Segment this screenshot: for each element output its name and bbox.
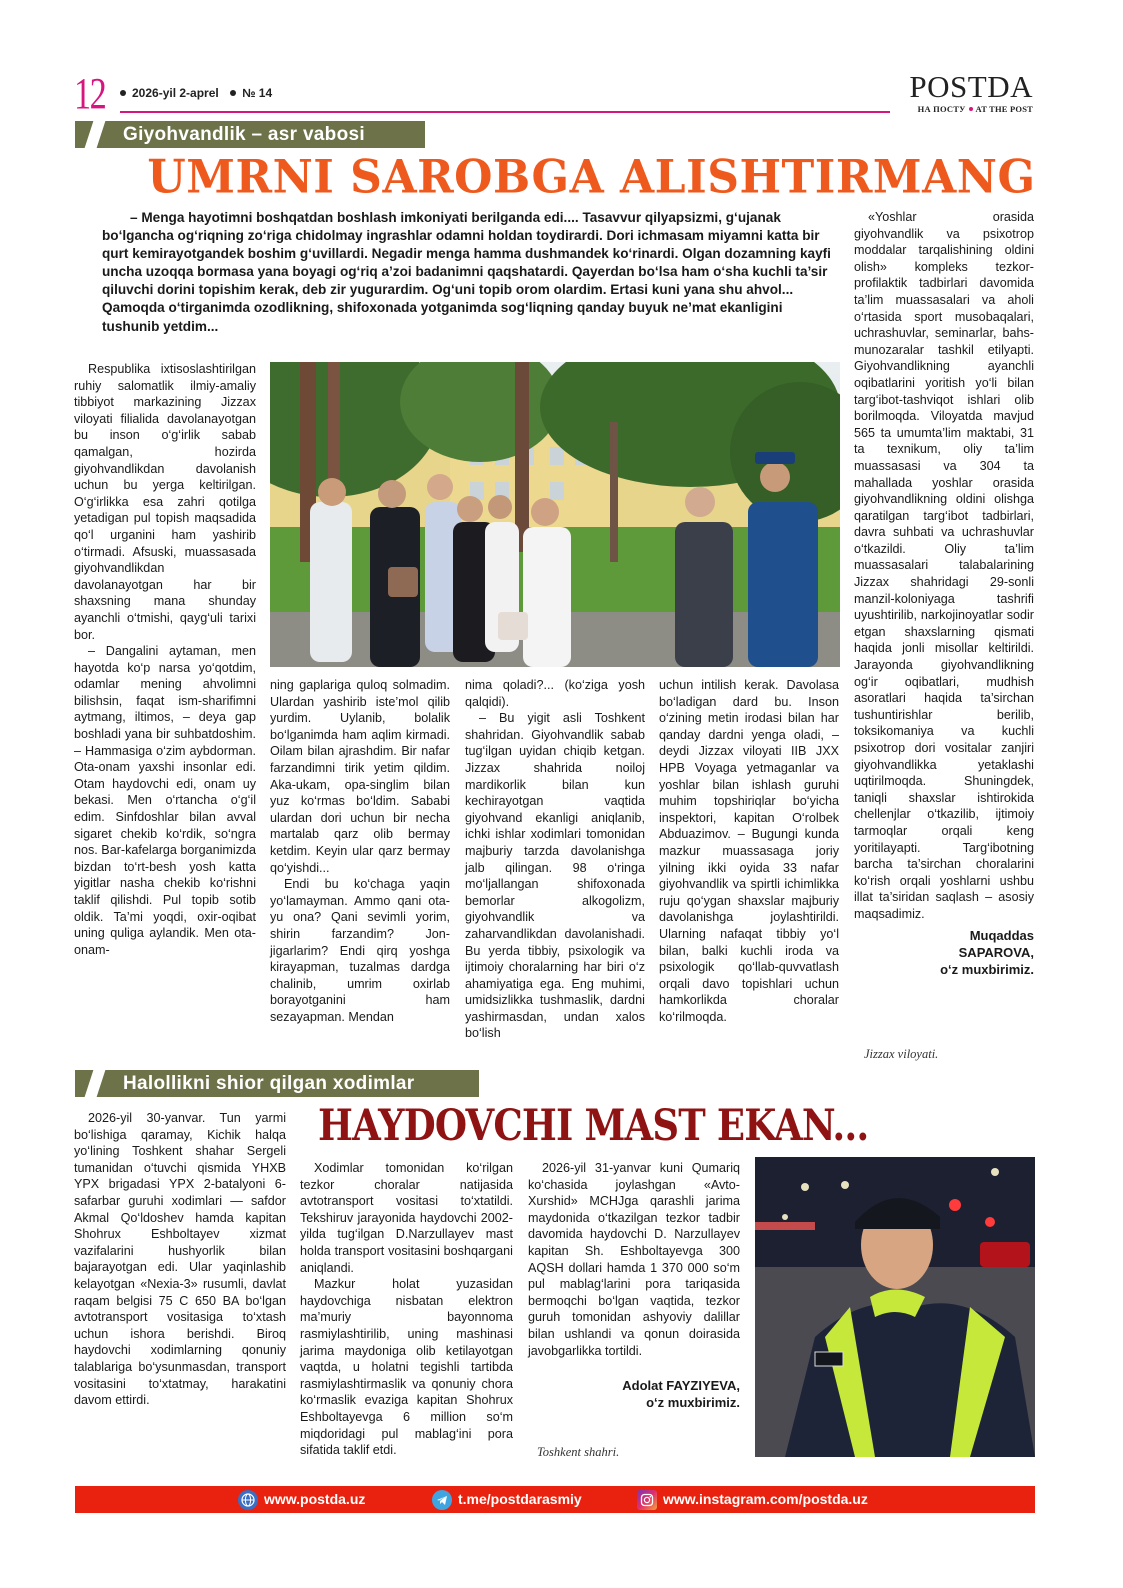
paragraph: 2026-yil 30-yanvar. Tun yarmi bo‘lishiga qaramay, Kichik halqa yo‘lining Toshkent shahar Sergeli tumanidan o‘tuvchi qismida YHXB YPX brigadasi YPX 2-batalyoni 6-safarbar guruhi xodimlari — safdor Akmal Qo‘ldoshev hamda kapitan Shohrux Eshboltayev xizmat vazifalarini hushyorlik bilan bajarayotgan edi. Ular yaqinlashib kelayotgan «Nexia-3» rusumli, davlat raqam belgisi 75 C 650 BA bo‘lgan avtotransport vositasiga to‘xtash uchun ishora berishdi. Biroq haydovchi xodimlarning qonuniy talablariga bo‘ysunmasdan, transport vositasini to‘xtatmay, harakatini davom ettirdi. <box>74 1111 286 1408</box>
page-number: 12 <box>74 69 106 118</box>
footer-link-telegram[interactable] <box>432 1486 582 1513</box>
logo-dot-icon <box>969 107 973 111</box>
article1-photo <box>270 362 840 667</box>
header-rule <box>120 111 890 113</box>
telegram-icon <box>432 1490 452 1510</box>
logo-title: POSTDA <box>909 69 1033 104</box>
photo-group-meeting-icon <box>270 362 840 667</box>
footer-link-label[interactable]: www.instagram.com/postda.uz <box>663 1491 868 1507</box>
globe-icon <box>238 1490 258 1510</box>
author-role: o‘z muxbirimiz. <box>646 1395 740 1411</box>
lead-paragraph: – Menga hayotimni boshqatdan boshlash imkoniyati berilganda edi.... Tasavvur qilyapsizmi, g‘ujanak bo‘lgancha og‘riqning zo‘riga chidolmay ingrashlar odamni holdan toydirardi. Dori ichmasam miyamni katta bir qurt kemirayotgandek boshim g‘uvillardi. Negadir menga hamma dushmandek ko‘rinardi. Olgan dozamning kayfi uncha uzoqqa bormasa yana boyagi og‘riq a’zoi badanimni qaqshatardi. Qayerdan bo‘lsa ham o‘sha kuchli ta’sir qiluvchi dorini topishim kerak, deb zir yugurardim. Og‘uni topib orom olardim. Ertasi kuni yana shu ahvol... Qamoqda o‘tirganimda ozodlikning, shifoxonada yotganimda sog‘liqning qanday buyuk ne’mat ekanligini tushunib yetdim... <box>102 210 831 334</box>
article2-column-3 <box>528 1160 740 1411</box>
footer-bar <box>75 1486 1035 1513</box>
article2-column-2 <box>300 1160 513 1459</box>
paragraph: Mazkur holat yuzasidan haydovchiga nisbatan elektron ma’muriy bayonnoma rasmiylashtirilib, uning mashinasi jarima maydoniga olib ketilayotgan vaqtda, u holatni tegishli tartibda rasmiylashtirmaslik va qonuniy chora ko‘rmaslik evaziga kapitan Shohrux Eshboltayevga 6 million so‘m miqdoridagi pul mablag‘ini pora sifatida taklif etdi. <box>300 1277 513 1458</box>
issue-info <box>120 86 272 100</box>
paragraph: Endi bu ko‘chaga yaqin yo‘lamayman. Ammo qani ota-yu ona? Qani sevimli yorim, shirin farzandim? Jon-jigarlarim? Endi qirq yoshga kirayapman, tuzalmas dardga chalinib, umrim oxirlab borayotganini ham sezayapman. Mendan <box>270 877 450 1024</box>
newspaper-logo <box>893 69 1033 114</box>
article2-photo <box>755 1157 1035 1457</box>
paragraph: 2026-yil 31-yanvar kuni Qumariq ko‘chasida joylashgan «Avto-Xurshid» MCHJga qarashli jarima maydonida o‘tkazilgan tezkor tadbir davomida haydovchi D. Narzullayev kapitan Sh. Eshboltayevga 300 AQSH dollari hamda 1 370 000 so‘m pul mablag‘larini pora tariqasida bermoqchi bo‘lgan vaqtida, tezkor guruh tomonidan ashyoviy dalillar bilan ushlandi va qonun doirasida javobgarlikka tortildi. <box>528 1161 740 1358</box>
footer-link-instagram[interactable] <box>637 1486 868 1513</box>
paragraph: Respublika ixtisoslashtirilgan ruhiy salomatlik ilmiy-amaliy tibbiyot markazining Jizzax viloyati filialida davolanayotgan bu inson o‘g‘irlik sabab qamalgan, hozirda giyohvandlikdan davolanish uchun bu yerga keltirilgan. O‘g‘irlikka esa zahri qotilga yetadigan pul topish maqsadida qo‘l urganini ham yashirib o‘tirmadi. Afsuski, muassasada giyohvandlikdan davolanayotgan har bir shaxsning mana shunday ayanchli o‘tmishi, qayg‘uli tarixi bor. <box>74 362 256 642</box>
author-name: Adolat FAYZIYEVA, <box>622 1378 740 1394</box>
author-role: o‘z muxbirimiz. <box>940 961 1034 977</box>
headline-article-2: HAYDOVCHI MAST EKAN... <box>318 1101 869 1151</box>
bullet-icon <box>120 90 126 96</box>
byline-place: Jizzax viloyati. <box>864 1047 939 1061</box>
section-label: Giyohvandlik – asr vabosi <box>123 124 365 145</box>
byline-author <box>528 1377 740 1411</box>
paragraph: nima qoladi?... (ko‘ziga yosh qalqidi). <box>465 678 645 709</box>
photo-traffic-officer-icon <box>755 1157 1035 1457</box>
article1-column-5 <box>854 209 1034 978</box>
paragraph: – Dangalini aytaman, men hayotda ko‘p narsa yo‘qotdim, odamlar mening ahvolimni bilishsin, faqat ism-sharifimni aytmang, iltimos, – deya gap boshladi yana bir suhbatdoshim. – Hammasiga o‘zim aybdorman. Ota-onam yaxshi insonlar edi. Otam haydovchi edi, onam uy bekasi. Men o‘rtancha o‘g‘il edim. Sinfdoshlar bilan avval sigaret chekib ko‘rdik, so‘ngra nos. Bar-kafelarga borganimizda bizdan to‘rt-besh yosh katta yigitlar nasha chekib ko‘rishni taklif qilishdi. Pul topib sotib oldik. Ta’mi yoqdi, oxir-oqibat uning quliga aylandik. Men ota-onam- <box>74 644 257 957</box>
footer-link-website[interactable] <box>238 1486 365 1513</box>
article1-column-4 <box>659 677 839 1025</box>
paragraph: ning gaplariga quloq solmadim. Ulardan yashirib iste’mol qilib yurdim. Uylanib, bolalik bo‘lganimda ham aqlim kirmadi. Oilam bilan ajrashdim. Bir nafar farzandimni tirik yetim qildim. Aka-ukam, opa-singlim bilan yuz ko‘rmas bo‘ldim. Sababi ulardan dori uchun bir necha martalab qarz olib bermay ketdim. Keyin ular qarz bermay qo‘yishdi... <box>270 678 450 875</box>
issue-number: № 14 <box>242 86 273 100</box>
byline-author <box>854 927 1034 978</box>
byline-place: Toshkent shahri. <box>537 1445 620 1459</box>
bullet-icon <box>230 90 236 96</box>
logo-subtitle <box>893 104 1033 114</box>
section-band-2 <box>75 1070 479 1097</box>
logo-sub-en: AT THE POST <box>975 104 1033 114</box>
author-last-name: SAPAROVA, <box>958 944 1034 960</box>
paragraph: – Bu yigit asli Toshkent shahridan. Giyohvandlik sabab tug‘ilgan uyidan chiqib ketgan. Jizzax shahrida noiloj mardikorlik bilan kun kechirayotgan vaqtida giyohvand ekanligi aniqlanib, ichki ishlar xodimlari tomonidan majburiy tarzda davolanishga jalb qilingan. 98 o‘ringa mo‘ljallangan shifoxonada bemorlar alkogolizm, giyohvandlik va zaharvandlikdan davolanishadi. Bu yerda tibbiy, psixologik va ijtimoiy choralarning har biri o‘z ahamiyatiga ega. Eng muhimi, umidsizlikka tushmaslik, dardni yashirmasdan, undan xalos bo‘lish <box>465 711 645 1041</box>
section-label: Halollikni shior qilgan xodimlar <box>123 1073 415 1094</box>
article1-column-2 <box>270 677 450 1025</box>
section-band-1 <box>75 121 425 148</box>
issue-date: 2026-yil 2-aprel <box>132 86 219 100</box>
author-first-name: Muqaddas <box>969 927 1034 943</box>
footer-link-label[interactable]: www.postda.uz <box>264 1491 366 1507</box>
article2-column-1 <box>74 1110 286 1409</box>
instagram-icon <box>637 1490 657 1510</box>
article1-column-1 <box>74 361 256 958</box>
paragraph: «Yoshlar orasida giyohvandlik va psixotrop moddalar tarqalishining oldini olish» kompleks tezkor-profilaktik tadbirlari davomida ta’lim muassasalari va aholi o‘rtasida sport musobaqalari, uchrashuvlar, seminarlar, bahs-munozaralar tashkil etilyapti. Giyohvandlikning ayanchli oqibatlarini yoritish yo‘li bilan targ‘ibot-tashviqot ishlari olib borilmoqda. Viloyatda mavjud 565 ta umumta’lim maktabi, 31 ta texnikum, oliy ta’lim muassasasi va 304 ta mahallada yoshlar orasida giyohvandlikning oldini olishga qaratilgan targ‘ibot tadbirlari, davra suhbati va uchrashuvlar o‘tkazildi. Oliy ta’lim muassasalari talabalarining Jizzax shahridagi 29-sonli manzil-koloniyaga tashrifi uyushtirilib, narkojinoyatlar sodir etgan shaxslarning qismati haqida jonli misollar keltirildi. Jarayonda giyohvandlikning og‘ir oqibatlari, mudhish asoratlari haqida ta’sirchan tushuntirishlar berilib, toksikomaniya va kuchli psixotrop dori vositalar zanjiri giyohvandlikka yetaklashi uqtirilmoqda. Shuningdek, taniqli shaxslar ishtirokida chellenjlar o‘tkazilib, ijtimoiy tarmoqlar orqali keng yoritilayapti. Targ‘ibotning barcha ta’sirchan choralarini ko‘rish orqali yoshlarni ushbu illat ta’siridan saqlash – asosiy maqsadimiz. <box>854 210 1034 921</box>
headline-article-1: UMRNI SAROBGA ALISHTIRMANG <box>147 150 1036 205</box>
paragraph: uchun intilish kerak. Davolasa bo‘ladigan dard bu. Inson o‘zining metin irodasi bilan har qanday dardni yenga oladi, – deydi Jizzax viloyati IIB JXX HPB Voyaga yetmaganlar va yoshlar bilan ishlash guruhi muhim topshiriqlar bo‘yicha inspektori, kapitan O‘rolbek Abduazimov. – Bugungi kunda mazkur muassasaga joriy yilning ikki oyida 33 nafar giyohvandlik va spirtli ichimlikka ruju qo‘ygan shaxslar majburiy davolanishga joylashtirildi. Ularning nafaqat tibbiy yo‘l bilan, balki kuchli iroda va psixologik qo‘llab-quvvatlash orqali davo topishlari uchun hamkorlikda choralar ko‘rilmoqda. <box>659 678 839 1024</box>
article1-column-3 <box>465 677 645 1042</box>
logo-sub-ru: НА ПОСТУ <box>917 104 966 114</box>
footer-link-label[interactable]: t.me/postdarasmiy <box>458 1491 582 1507</box>
paragraph: Xodimlar tomonidan ko‘rilgan tezkor choralar natijasida avtotransport vositasi to‘xtatildi. Tekshiruv jarayonida haydovchi 2002-yilda tug‘ilgan D.Narzullayev mast holda transport vositasini boshqargani aniqlandi. <box>300 1161 513 1275</box>
